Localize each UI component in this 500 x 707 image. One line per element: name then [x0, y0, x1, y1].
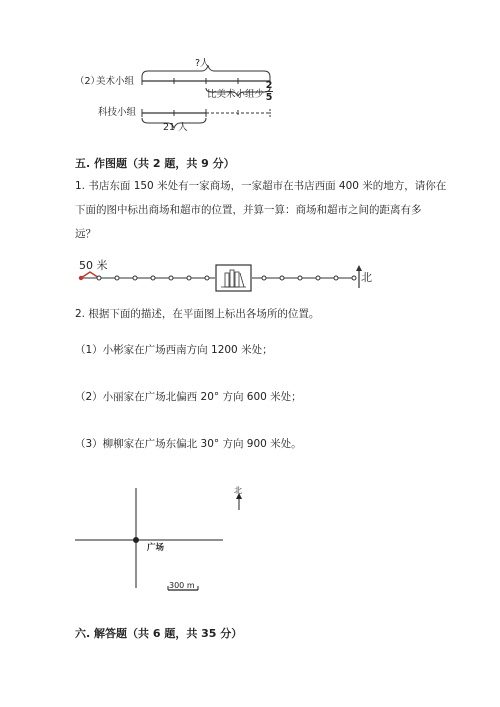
q2-item2: （2）小丽家在广场北偏西 20° 方向 600 米处；	[75, 391, 302, 403]
line-point	[169, 276, 173, 280]
north-label: 北	[361, 271, 372, 284]
q1-line2: 下面的图中标出商场和超市的位置，并算一算：商场和超市之间的距离有多	[75, 204, 422, 216]
number-line-diagram	[75, 258, 375, 298]
row1-label: 美术小组	[96, 76, 135, 87]
line-point	[298, 276, 302, 280]
fraction-numerator: 2	[265, 80, 273, 91]
map-north-label: 北	[234, 486, 242, 495]
scale-label: 50 米	[79, 259, 108, 272]
line-point	[334, 276, 338, 280]
line-point	[316, 276, 320, 280]
line-point	[262, 276, 266, 280]
line-point	[280, 276, 284, 280]
q2-item1: （1）小彬家在广场西南方向 1200 米处；	[75, 344, 273, 356]
line-point	[352, 276, 356, 280]
line-point	[115, 276, 119, 280]
line-point	[97, 276, 101, 280]
line-point	[151, 276, 155, 280]
section5-heading: 五. 作图题（共 2 题，共 9 分）	[75, 157, 235, 170]
top-label: ?人	[195, 58, 210, 69]
q1-line3: 远？	[75, 228, 96, 240]
section6-heading: 六. 解答题（共 6 题，共 35 分）	[75, 627, 243, 640]
row2-label: 科技小组	[98, 107, 137, 118]
number-line-svg	[75, 258, 375, 298]
line-point	[205, 276, 209, 280]
q1-line1: 1. 书店东面 150 米处有一家商场，一家超市在书店西面 400 米的地方，请你在	[75, 180, 447, 192]
line-point	[187, 276, 191, 280]
map-scale-label: 300 m	[169, 581, 195, 590]
plaza-point	[133, 537, 139, 543]
q2-intro: 2. 根据下面的描述，在平面图上标出各场所的位置。	[75, 308, 320, 320]
part-label: （2）	[75, 76, 101, 87]
fraction	[264, 80, 274, 103]
line-point	[133, 276, 137, 280]
bottom-label: 21 人	[163, 122, 188, 133]
plaza-label: 广场	[147, 543, 165, 553]
q2-item3: （3）柳柳家在广场东偏北 30° 方向 900 米处。	[75, 438, 302, 450]
fraction-denominator: 5	[265, 92, 273, 103]
bookstore-icon	[216, 265, 251, 291]
line-point	[79, 276, 83, 280]
right-label: 比美术小组少	[207, 89, 265, 100]
